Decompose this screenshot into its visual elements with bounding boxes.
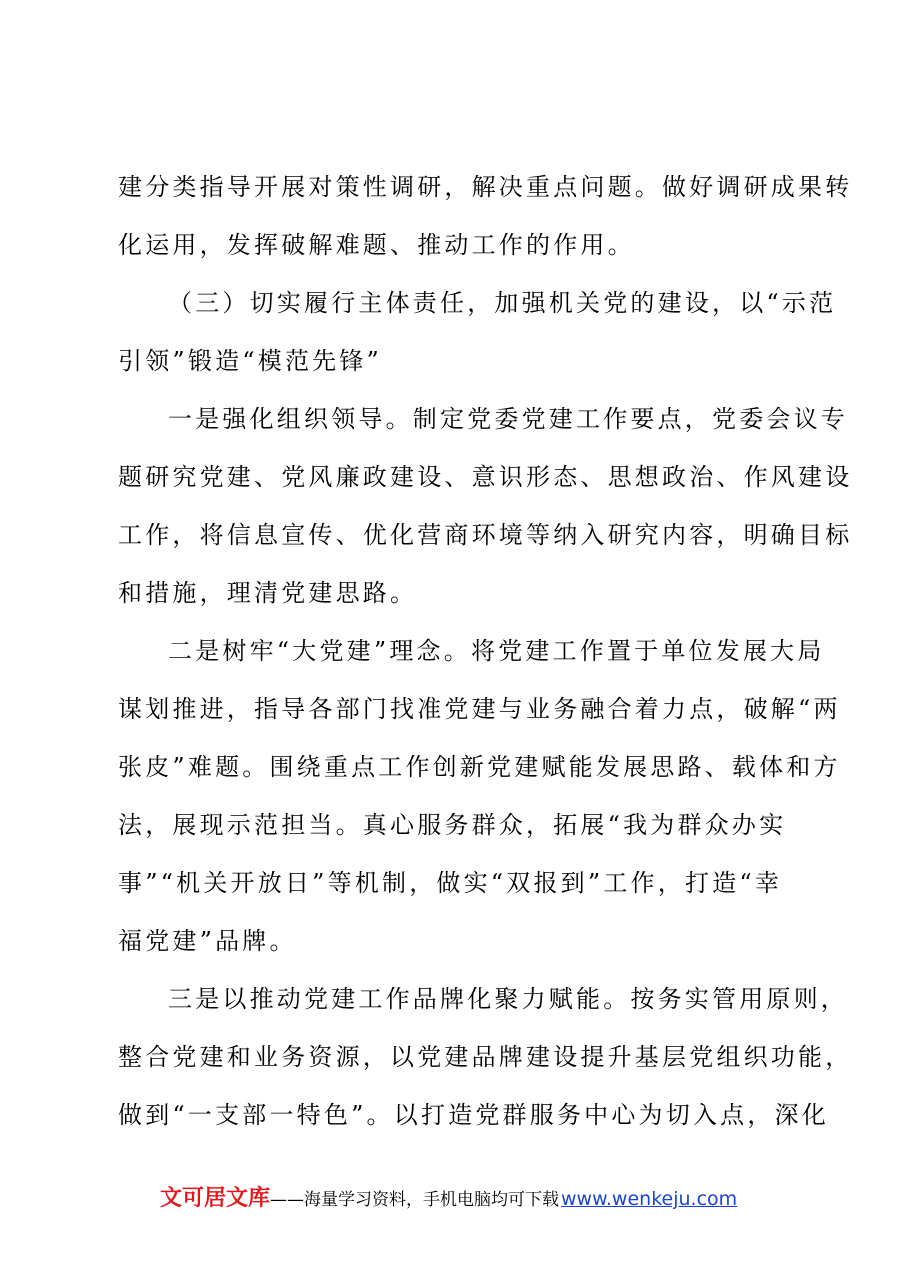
- paragraph-line: 事”“机关开放日”等机制，做实“双报到”工作，打造“幸: [118, 869, 783, 897]
- paragraph-line: 化运用，发挥破解难题、推动工作的作用。: [118, 231, 635, 259]
- paragraph-line: 一是强化组织领导。制定党委党建工作要点，党委会议专: [168, 405, 848, 433]
- paragraph-line: 福党建”品牌。: [118, 927, 297, 955]
- section-heading-line: 引领”锻造“模范先锋”: [118, 347, 383, 375]
- footer-slogan: ——海量学习资料，手机电脑均可下载: [270, 1190, 560, 1210]
- paragraph-line: 三是以推动党建工作品牌化聚力赋能。按务实管用原则，: [168, 985, 848, 1013]
- footer-brand: 文可居文库: [160, 1186, 271, 1211]
- paragraph-line: 二是树牢“大党建”理念。将党建工作置于单位发展大局: [168, 637, 825, 665]
- paragraph-line: 法，展现示范担当。真心服务群众，拓展“我为群众办实: [118, 811, 787, 839]
- paragraph-line: 和措施，理清党建思路。: [118, 579, 418, 607]
- paragraph-line: 建分类指导开展对策性调研，解决重点问题。做好调研成果转: [118, 173, 853, 201]
- document-body: [118, 158, 853, 1144]
- paragraph-line: 整合党建和业务资源，以党建品牌建设提升基层党组织功能，: [118, 1043, 853, 1071]
- paragraph-line: 做到“一支部一特色”。以打造党群服务中心为切入点，深化: [118, 1101, 829, 1129]
- paragraph-line: 工作，将信息宣传、优化营商环境等纳入研究内容，明确目标: [118, 521, 853, 549]
- footer-watermark: [160, 1181, 780, 1213]
- paragraph-line: 张皮”难题。围绕重点工作创新党建赋能发展思路、载体和方: [118, 753, 841, 781]
- section-heading-line: （三）切实履行主体责任，加强机关党的建设，以“示范: [168, 289, 837, 317]
- footer-link[interactable]: www.wenkeju.com: [561, 1188, 738, 1210]
- paragraph-line: 谋划推进，指导各部门找准党建与业务融合着力点，破解“两: [118, 695, 841, 723]
- paragraph-line: 题研究党建、党风廉政建设、意识形态、思想政治、作风建设: [118, 463, 853, 491]
